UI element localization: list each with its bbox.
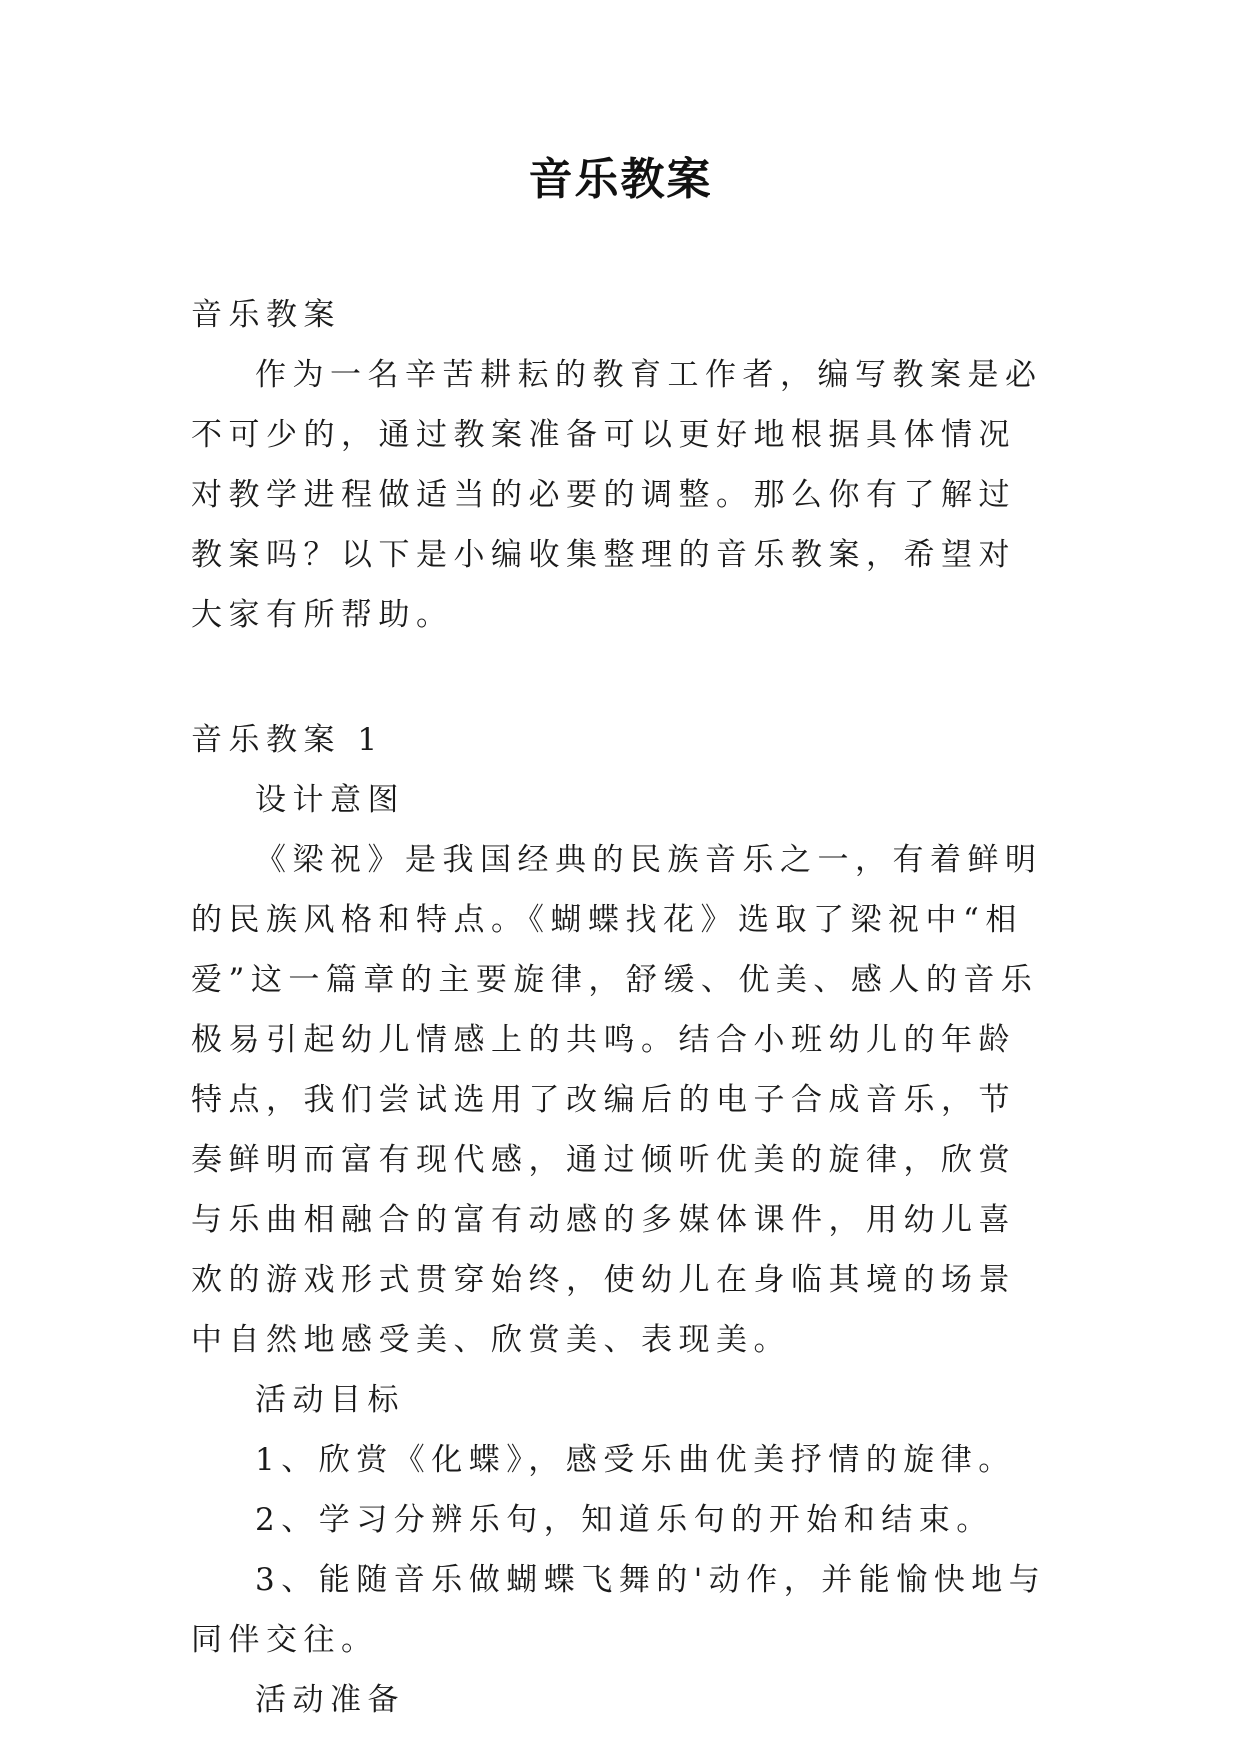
document-title: 音乐教案 [528, 154, 713, 205]
goal-item: 2、学习分辨乐句，知道乐句的开始和结束。 [255, 1502, 994, 1538]
section-heading: 音乐教案 1 [191, 722, 384, 758]
design-heading: 设计意图 [255, 782, 405, 818]
section-gap [191, 645, 1051, 710]
design-paragraph: 《梁祝》是我国经典的民族音乐之一，有着鲜明的民族风格和特点。《蝴蝶找花》选取了梁祝中“相爱”这一篇章的主要旋律，舒缓、优美、感人的音乐极易引起幼儿情感上的共鸣。结合小班幼儿的年龄特点，我们尝试选用了改编后的电子合成音乐，节奏鲜明而富有现代感，通过倾听优美的旋律，欣赏与乐曲相融合的富有动感的多媒体课件，用幼儿喜欢的游戏形式贯穿始终，使幼儿在身临其境的场景中自然地感受美、欣赏美、表现美。 [191, 842, 1043, 1358]
prep-heading: 活动准备 [255, 1682, 405, 1718]
intro-paragraph: 作为一名辛苦耕耘的教育工作者，编写教案是必不可少的，通过教案准备可以更好地根据具体情况对教学进程做适当的必要的调整。那么你有了解过教案吗？以下是小编收集整理的音乐教案，希望对大家有所帮助。 [191, 357, 1043, 633]
goal-item: 1、欣赏《化蝶》，感受乐曲优美抒情的旋律。 [255, 1442, 1016, 1478]
goal-item: 3、能随音乐做蝴蝶飞舞的'动作，并能愉快地与同伴交往。 [191, 1562, 1047, 1658]
document-subtitle: 音乐教案 [191, 297, 341, 333]
goals-heading: 活动目标 [255, 1382, 405, 1418]
document-body [191, 285, 1051, 1730]
